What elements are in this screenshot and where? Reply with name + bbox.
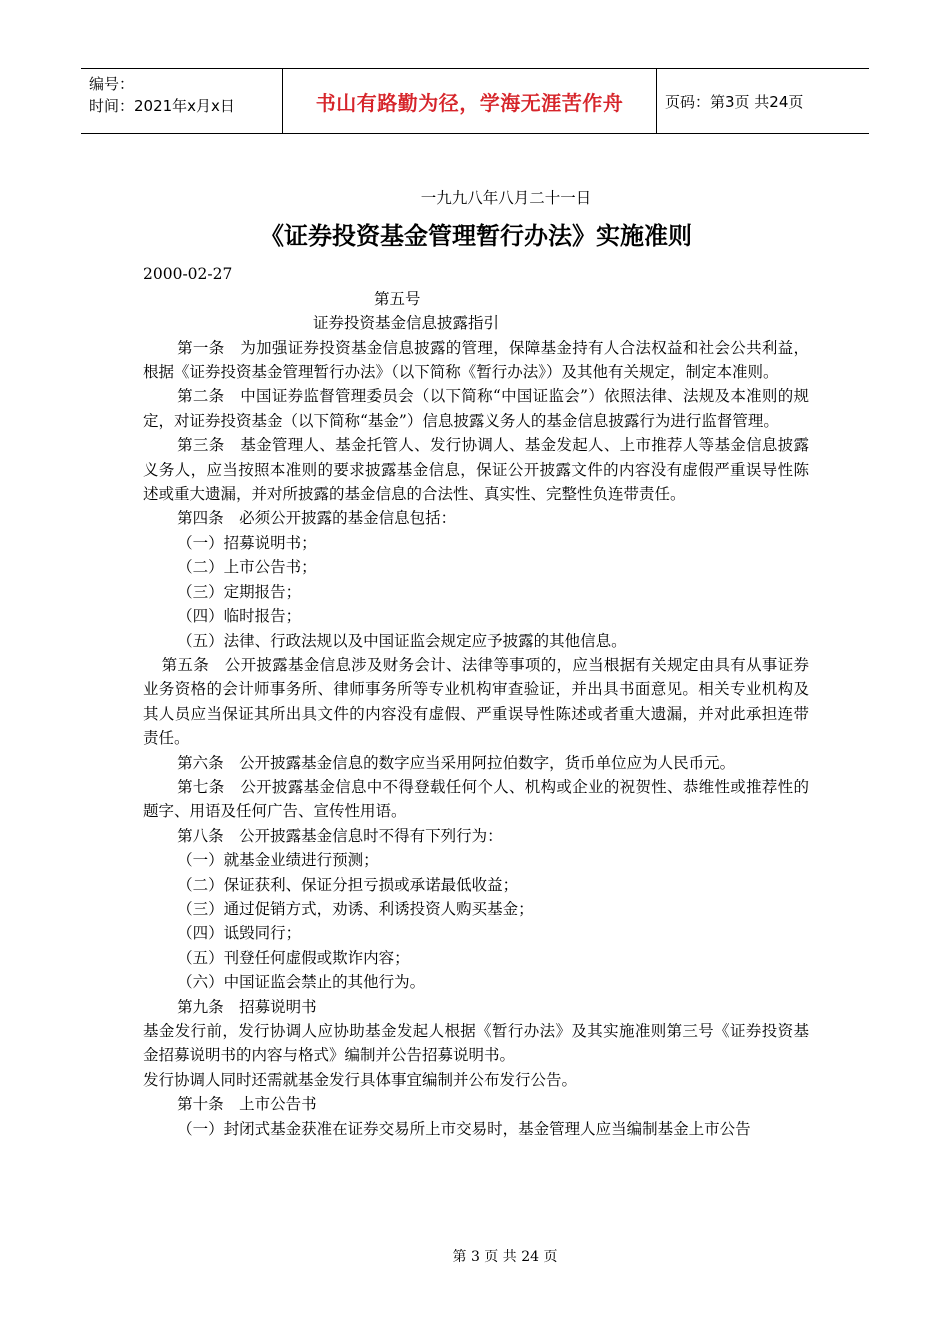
article-paragraph: 基金发行前，发行协调人应协助基金发起人根据《暂行办法》及其实施准则第三号《证券投资基金招募说明书的内容与格式》编制并公告招募说明书。 (143, 1022, 809, 1065)
document-body (143, 180, 809, 1141)
header-page-info: 页码：第3页 共24页 (665, 92, 804, 111)
list-item: （一）封闭式基金获准在证券交易所上市交易时，基金管理人应当编制基金上市公告 (177, 1119, 751, 1138)
header-meta (81, 69, 282, 133)
page-footer: 第 3 页 共 24 页 (452, 1249, 558, 1265)
article-paragraph: 第八条 公开披露基金信息时不得有下列行为： (177, 826, 503, 845)
article-paragraph: 发行协调人同时还需就基金发行具体事宜编制并公布发行公告。 (143, 1070, 578, 1089)
doc-number-label: 编号： (89, 75, 135, 93)
list-item: （四）诋毁同行； (177, 924, 302, 943)
list-item: （二）上市公告书； (177, 558, 317, 577)
doc-subtitle: 证券投资基金信息披露指引 (313, 314, 500, 333)
list-item: （三）定期报告； (177, 582, 302, 601)
article-paragraph: 第三条 基金管理人、基金托管人、发行协调人、基金发起人、上市推荐人等基金信息披露义务人，应当按照本准则的要求披露基金信息，保证公开披露文件的内容没有虚假严重误导性陈述或重大遗漏，并对所披露的基金信息的合法性、真实性、完整性负连带责任。 (143, 436, 809, 504)
article-paragraph: 第四条 必须公开披露的基金信息包括： (177, 509, 457, 528)
list-item: （三）通过促销方式，劝诱、利诱投资人购买基金； (177, 899, 534, 918)
paragraph-list (143, 336, 809, 1141)
header-motto: 书山有路勤为径，学海无涯苦作舟 (282, 69, 657, 133)
article-paragraph: 第六条 公开披露基金信息的数字应当采用阿拉伯数字，货币单位应为人民币元。 (177, 753, 736, 772)
list-item: （四）临时报告； (177, 607, 302, 626)
doc-title: 《证券投资基金管理暂行办法》实施准则 (260, 222, 692, 251)
article-paragraph: 第一条 为加强证券投资基金信息披露的管理，保障基金持有人合法权益和社会公共利益，根据《证券投资基金管理暂行办法》（以下简称《暂行办法》）及其他有关规定，制定本准则。 (143, 338, 809, 382)
article-paragraph: 第七条 公开披露基金信息中不得登载任何个人、机构或企业的祝贺性、恭维性或推荐性的题字、用语及任何广告、宣传性用语。 (143, 777, 809, 821)
list-item: （五）刊登任何虚假或欺诈内容； (177, 948, 410, 967)
page-header (81, 68, 869, 134)
doc-date-line: 一九九八年八月二十一日 (420, 189, 592, 207)
doc-pub-date: 2000-02-27 (143, 265, 233, 284)
list-item: （一）招募说明书； (177, 533, 317, 552)
doc-number: 第五号 (374, 289, 421, 308)
doc-time-label: 时间：2021年x月x日 (89, 97, 235, 115)
article-paragraph: 第五条 公开披露基金信息涉及财务会计、法律等事项的，应当根据有关规定由具有从事证券业务资格的会计师事务所、律师事务所等专业机构审查验证，并出具书面意见。相关专业机构及其人员应当保证其所出具文件的内容没有虚假、严重误导性陈述或者重大遗漏，并对此承担连带责任。 (143, 655, 809, 748)
article-paragraph: 第九条 招募说明书 (177, 997, 317, 1016)
list-item: （二）保证获利、保证分担亏损或承诺最低收益； (177, 875, 519, 894)
list-item: （五）法律、行政法规以及中国证监会规定应予披露的其他信息。 (177, 631, 627, 650)
list-item: （六）中国证监会禁止的其他行为。 (177, 973, 426, 992)
article-paragraph: 第十条 上市公告书 (177, 1095, 317, 1114)
list-item: （一）就基金业绩进行预测； (177, 851, 379, 870)
article-paragraph: 第二条 中国证券监督管理委员会（以下简称“中国证监会”）依照法律、法规及本准则的规定，对证券投资基金（以下简称“基金”）信息披露义务人的基金信息披露行为进行监督管理。 (143, 387, 809, 430)
